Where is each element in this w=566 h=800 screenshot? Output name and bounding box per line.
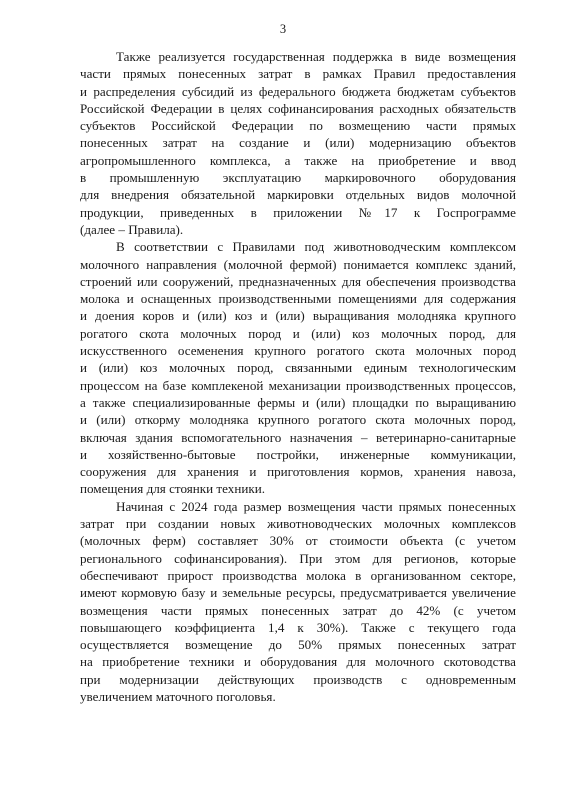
text-line: затрат при создании новых животноводческих молочных комплексов (80, 516, 516, 532)
text-line: и (или) откорму молодняка крупного рогатого скота молочных пород, (80, 412, 516, 428)
text-line: и (или) коз молочных пород, связанными единым технологическим (80, 360, 516, 376)
text-line: (далее – Правила). (80, 221, 184, 237)
page-number: 3 (279, 22, 287, 36)
text-line: повышающего коэффициента 1,4 к 30%). Также с текущего года (80, 619, 516, 635)
text-line: и хозяйственно-бытовые постройки, инженерные коммуникации, (80, 446, 516, 462)
text-line: молока и оснащенных производственными помещениями для содержания (80, 291, 516, 307)
text-line: включая здания вспомогательного назначения – ветеринарно-санитарные (80, 429, 516, 445)
text-line: возмещения части прямых понесенных затрат до 42% (с учетом (80, 602, 516, 618)
text-line: сооружения для хранения и приготовления кормов, хранения навоза, (80, 464, 516, 480)
text-line: процессом на базе комплекеной механизации производственных процессов, (80, 377, 516, 393)
text-line: Начиная с 2024 года размер возмещения части прямых понесенных (116, 498, 516, 514)
document-body (80, 48, 516, 705)
paragraph-compensation-rates (80, 498, 516, 706)
text-line: и доения коров и (или) коз и (или) выращивания молодняка крупного (80, 308, 516, 324)
text-line: понесенных затрат на создание и (или) модернизацию объектов (80, 135, 516, 151)
text-line: осуществляется возмещение до 50% прямых понесенных затрат (80, 637, 516, 653)
paragraph-dairy-complex-definition (80, 238, 516, 497)
text-line: (молочных ферм) составляет 30% от стоимости объекта (с учетом (80, 533, 516, 549)
text-line: при модернизации действующих производств с одновременным (80, 671, 516, 687)
text-line: помещения для стоянки техники. (80, 481, 265, 497)
text-line: агропромышленного комплекса, а также на приобретение и ввод (80, 152, 516, 168)
text-line: Российской Федерации в целях софинансирования расходных обязательств (80, 100, 516, 116)
text-line: на приобретение техники и оборудования для молочного скотоводства (80, 654, 516, 670)
text-line: увеличением маточного поголовья. (80, 688, 276, 704)
text-line: обеспечивают прирост производства молока в организованном секторе, (80, 567, 516, 583)
text-line: В соответствии с Правилами под животноводческим комплексом (116, 239, 516, 255)
text-line: строений или сооружений, предназначенных для обеспечения производства (80, 273, 516, 289)
text-line: Также реализуется государственная поддержка в виде возмещения (116, 49, 516, 64)
text-line: продукции, приведенных в приложении №17 к Госпрограмме (80, 204, 516, 220)
text-line: искусственного осеменения крупного рогатого скота молочных пород (80, 343, 516, 359)
text-line: рогатого скота молочных пород и (или) коз молочных пород, для (80, 325, 516, 341)
text-line: молочного направления (молочной фермой) понимается комплекс зданий, (80, 256, 516, 272)
paragraph-state-support (80, 48, 516, 238)
text-line: и распределения субсидий из федерального бюджета бюджетам субъектов (80, 83, 516, 99)
text-line: регионального софинансирования). При этом для регионов, которые (80, 550, 516, 566)
text-line: части прямых понесенных затрат в рамках Правил предоставления (80, 66, 516, 82)
text-line: имеют кормовую базу и земельные ресурсы, предусматривается увеличение (80, 585, 516, 601)
text-line: для внедрения обязательной маркировки отдельных видов молочной (80, 187, 516, 203)
text-line: а также специализированные фермы и (или) площадки по выращиванию (80, 394, 516, 410)
text-line: субъектов Российской Федерации по возмещению части прямых (80, 118, 516, 134)
text-line: в промышленную эксплуатацию маркировочного оборудования (80, 170, 516, 186)
